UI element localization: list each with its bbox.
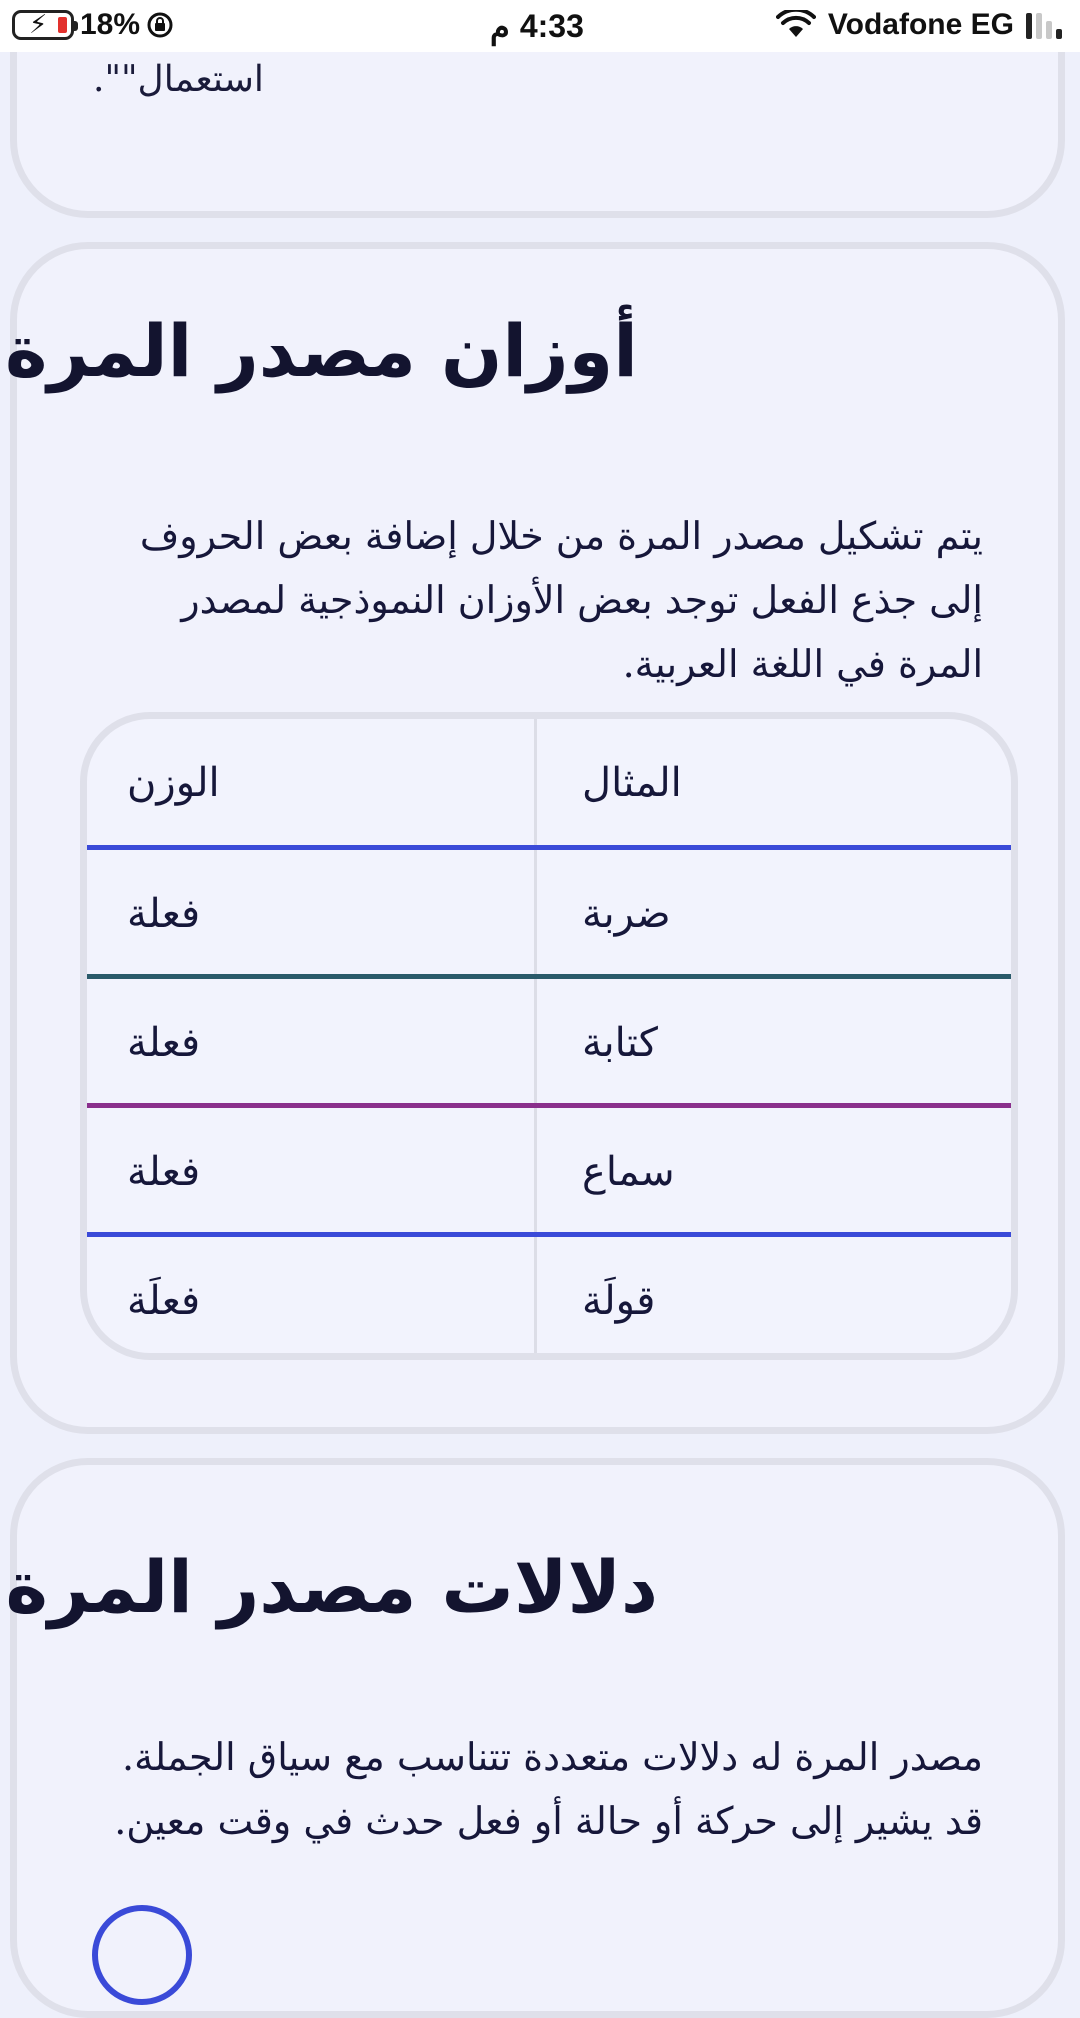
- list-bullet-circle: [92, 1905, 192, 2005]
- meanings-paragraph: مصدر المرة له دلالات متعددة تتناسب مع سياق الجملة. قد يشير إلى حركة أو حالة أو فعل حدث في وقت معين.: [114, 1735, 983, 1843]
- row-example: سماع: [582, 1149, 675, 1195]
- table-header-row: [87, 719, 1011, 847]
- header-weight: الوزن: [127, 760, 220, 806]
- battery-icon: ⚡: [12, 10, 74, 40]
- row-example: كتابة: [582, 1020, 658, 1066]
- time-suffix: م: [490, 9, 510, 45]
- rotation-lock-icon: [146, 11, 174, 39]
- section-title-meanings: دلالات مصدر المرة: [5, 1545, 658, 1629]
- row-example: قولَة: [582, 1278, 656, 1324]
- previous-section-text: استعمال"".: [93, 59, 264, 100]
- weights-section-card: [5, 242, 1065, 1434]
- row-weight: فعلَة: [127, 1278, 201, 1324]
- time-value: 4:33: [519, 8, 584, 44]
- section-title-weights: أوزان مصدر المرة: [5, 309, 638, 393]
- status-left: [12, 8, 174, 42]
- header-example: المثال: [582, 760, 682, 806]
- table-row: [87, 979, 1011, 1107]
- row-weight: فعلة: [127, 1020, 201, 1066]
- status-right: [776, 8, 1062, 42]
- meanings-section-card: [5, 1458, 1065, 2018]
- battery-percent: 18%: [80, 8, 141, 41]
- table-row: [87, 850, 1011, 978]
- row-example: ضربة: [582, 891, 671, 937]
- signal-icon: [1026, 11, 1062, 39]
- row-weight: فعلة: [127, 891, 201, 937]
- row-weight: فعلة: [127, 1149, 201, 1195]
- status-bar: [0, 0, 1080, 52]
- weights-table: [80, 712, 1018, 1360]
- weights-paragraph: يتم تشكيل مصدر المرة من خلال إضافة بعض الحروف إلى جذع الفعل توجد بعض الأوزان النموذجية لمصدر المرة في اللغة العربية.: [139, 514, 983, 686]
- table-row: [87, 1237, 1011, 1360]
- wifi-icon: [776, 10, 816, 40]
- carrier-name: Vodafone EG: [827, 8, 1014, 41]
- status-time: [490, 8, 584, 46]
- table-row: [87, 1108, 1011, 1236]
